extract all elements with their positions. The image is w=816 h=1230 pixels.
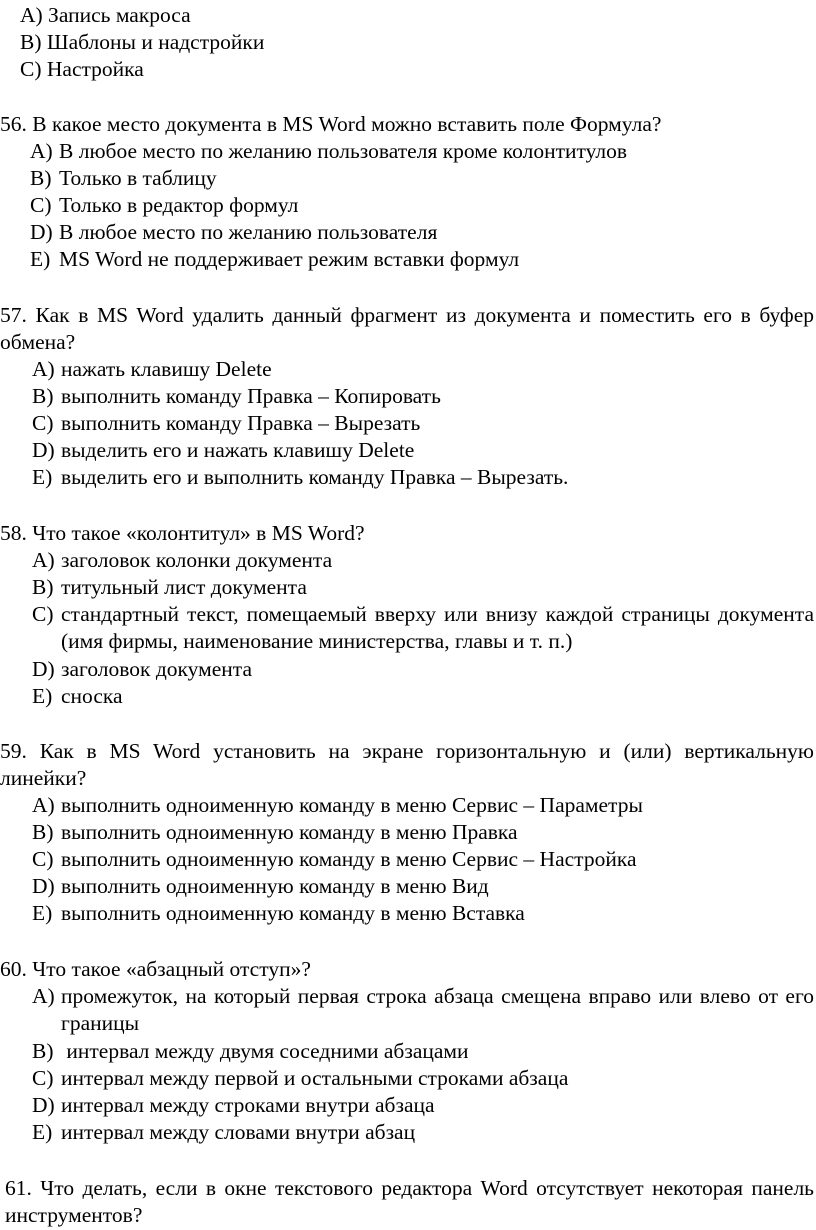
option-text: выполнить команду Правка – Вырезать (61, 411, 421, 435)
question-58-text: 58. Что такое «колонтитул» в MS Word? (0, 521, 365, 545)
q60-option-e (32, 1119, 415, 1146)
question-60-text: 60. Что такое «абзацный отступ»? (0, 957, 311, 981)
q60-option-a (61, 983, 814, 1038)
option-text: выполнить одноименную команду в меню Вставка (61, 901, 525, 925)
option-text: MS Word не поддерживает режим вставки формул (59, 247, 520, 271)
option-label: D) (32, 438, 55, 462)
option-label: B) (32, 820, 54, 844)
option-label: D) (32, 874, 55, 898)
option-text: Только в редактор формул (59, 193, 299, 217)
q56-option-a (30, 138, 627, 165)
option-label: B) (32, 1039, 54, 1063)
option-text: интервал между двумя соседними абзацами (61, 1039, 469, 1063)
q59-option-c (32, 846, 636, 873)
option-text: выполнить одноименную команду в меню Вид (61, 874, 489, 898)
option-label: D) (32, 1093, 55, 1117)
option-text: выполнить одноименную команду в меню Сервис – Параметры (61, 793, 643, 817)
option-text: нажать клавишу Delete (61, 357, 272, 381)
q58-option-c (61, 601, 814, 656)
q58-option-e (32, 683, 123, 710)
option-label: C) (32, 411, 54, 435)
option-label: C) (32, 847, 54, 871)
q57-option-c (32, 410, 420, 437)
question-57-text: 57. Как в MS Word удалить данный фрагмент из документа и поместить его в буфер обмена? (0, 303, 814, 355)
option-text: заголовок документа (61, 657, 252, 681)
option-label: A) (30, 139, 53, 163)
q57-option-e (32, 464, 568, 491)
option-label: A) (32, 357, 55, 381)
option-label: E) (32, 465, 53, 489)
q59-option-e (32, 900, 525, 927)
option-text: титульный лист документа (61, 575, 307, 599)
option-label: A) (32, 548, 55, 572)
option-text: интервал между строками внутри абзаца (61, 1093, 435, 1117)
q57-option-a (32, 356, 272, 383)
prev-option-a: А) Запись макроса (20, 3, 191, 27)
q57-option-b (32, 383, 441, 410)
option-label: E) (30, 247, 51, 271)
option-text: выполнить одноименную команду в меню Сервис – Настройка (61, 847, 637, 871)
q58-option-a (32, 547, 332, 574)
q59-option-d (32, 873, 489, 900)
q56-option-c (30, 192, 298, 219)
question-56-text: 56. В какое место документа в MS Word можно вставить поле Формула? (0, 112, 662, 136)
option-text: В любое место по желанию пользователя (59, 220, 438, 244)
question-59-text: 59. Как в MS Word установить на экране горизонтальную и (или) вертикальную линейки? (0, 739, 814, 791)
option-label: E) (32, 901, 53, 925)
option-label: B) (32, 575, 54, 599)
q59-option-a (32, 792, 643, 819)
option-text: заголовок колонки документа (61, 548, 333, 572)
q60-option-d (32, 1092, 435, 1119)
q60-option-c (32, 1065, 568, 1092)
option-label: C) (32, 1066, 54, 1090)
option-text: выполнить одноименную команду в меню Правка (61, 820, 518, 844)
option-text: выделить его и нажать клавишу Delete (61, 438, 415, 462)
option-label: D) (32, 657, 55, 681)
option-text: выделить его и выполнить команду Правка – Вырезать. (61, 465, 569, 489)
option-label: E) (32, 684, 53, 708)
q60-option-a-label: A) (32, 984, 55, 1008)
option-label: D) (30, 220, 53, 244)
option-text: промежуток, на который первая строка абзаца смещена вправо или влево от его границы (61, 984, 814, 1036)
q60-option-b (32, 1038, 469, 1065)
option-text: стандартный текст, помещаемый вверху или внизу каждой страницы документа (имя фирмы, наименование министерства, главы и т. п.) (61, 602, 814, 654)
question-61-text: 61. Что делать, если в окне текстового редактора Word отсутствует некоторая панель инструментов? (5, 1176, 814, 1228)
option-text: В любое место по желанию пользователя кроме колонтитулов (59, 139, 628, 163)
q58-option-b (32, 574, 307, 601)
option-label: C) (30, 193, 52, 217)
q57-option-d (32, 437, 414, 464)
option-label: B) (32, 384, 54, 408)
option-text: сноска (61, 684, 123, 708)
option-text: интервал между первой и остальными строками абзаца (61, 1066, 569, 1090)
prev-option-b: В) Шаблоны и надстройки (20, 30, 265, 54)
q56-option-d (30, 219, 437, 246)
q56-option-b (30, 165, 217, 192)
option-text: интервал между словами внутри абзац (61, 1120, 416, 1144)
q59-option-b (32, 819, 518, 846)
option-text: выполнить команду Правка – Копировать (61, 384, 441, 408)
q58-option-c-label: C) (32, 602, 54, 626)
q58-option-d (32, 656, 252, 683)
option-label: A) (32, 793, 55, 817)
prev-option-c: С) Настройка (20, 57, 144, 81)
q56-option-e (30, 246, 519, 273)
option-label: B) (30, 166, 52, 190)
option-text: Только в таблицу (59, 166, 217, 190)
option-label: E) (32, 1120, 53, 1144)
